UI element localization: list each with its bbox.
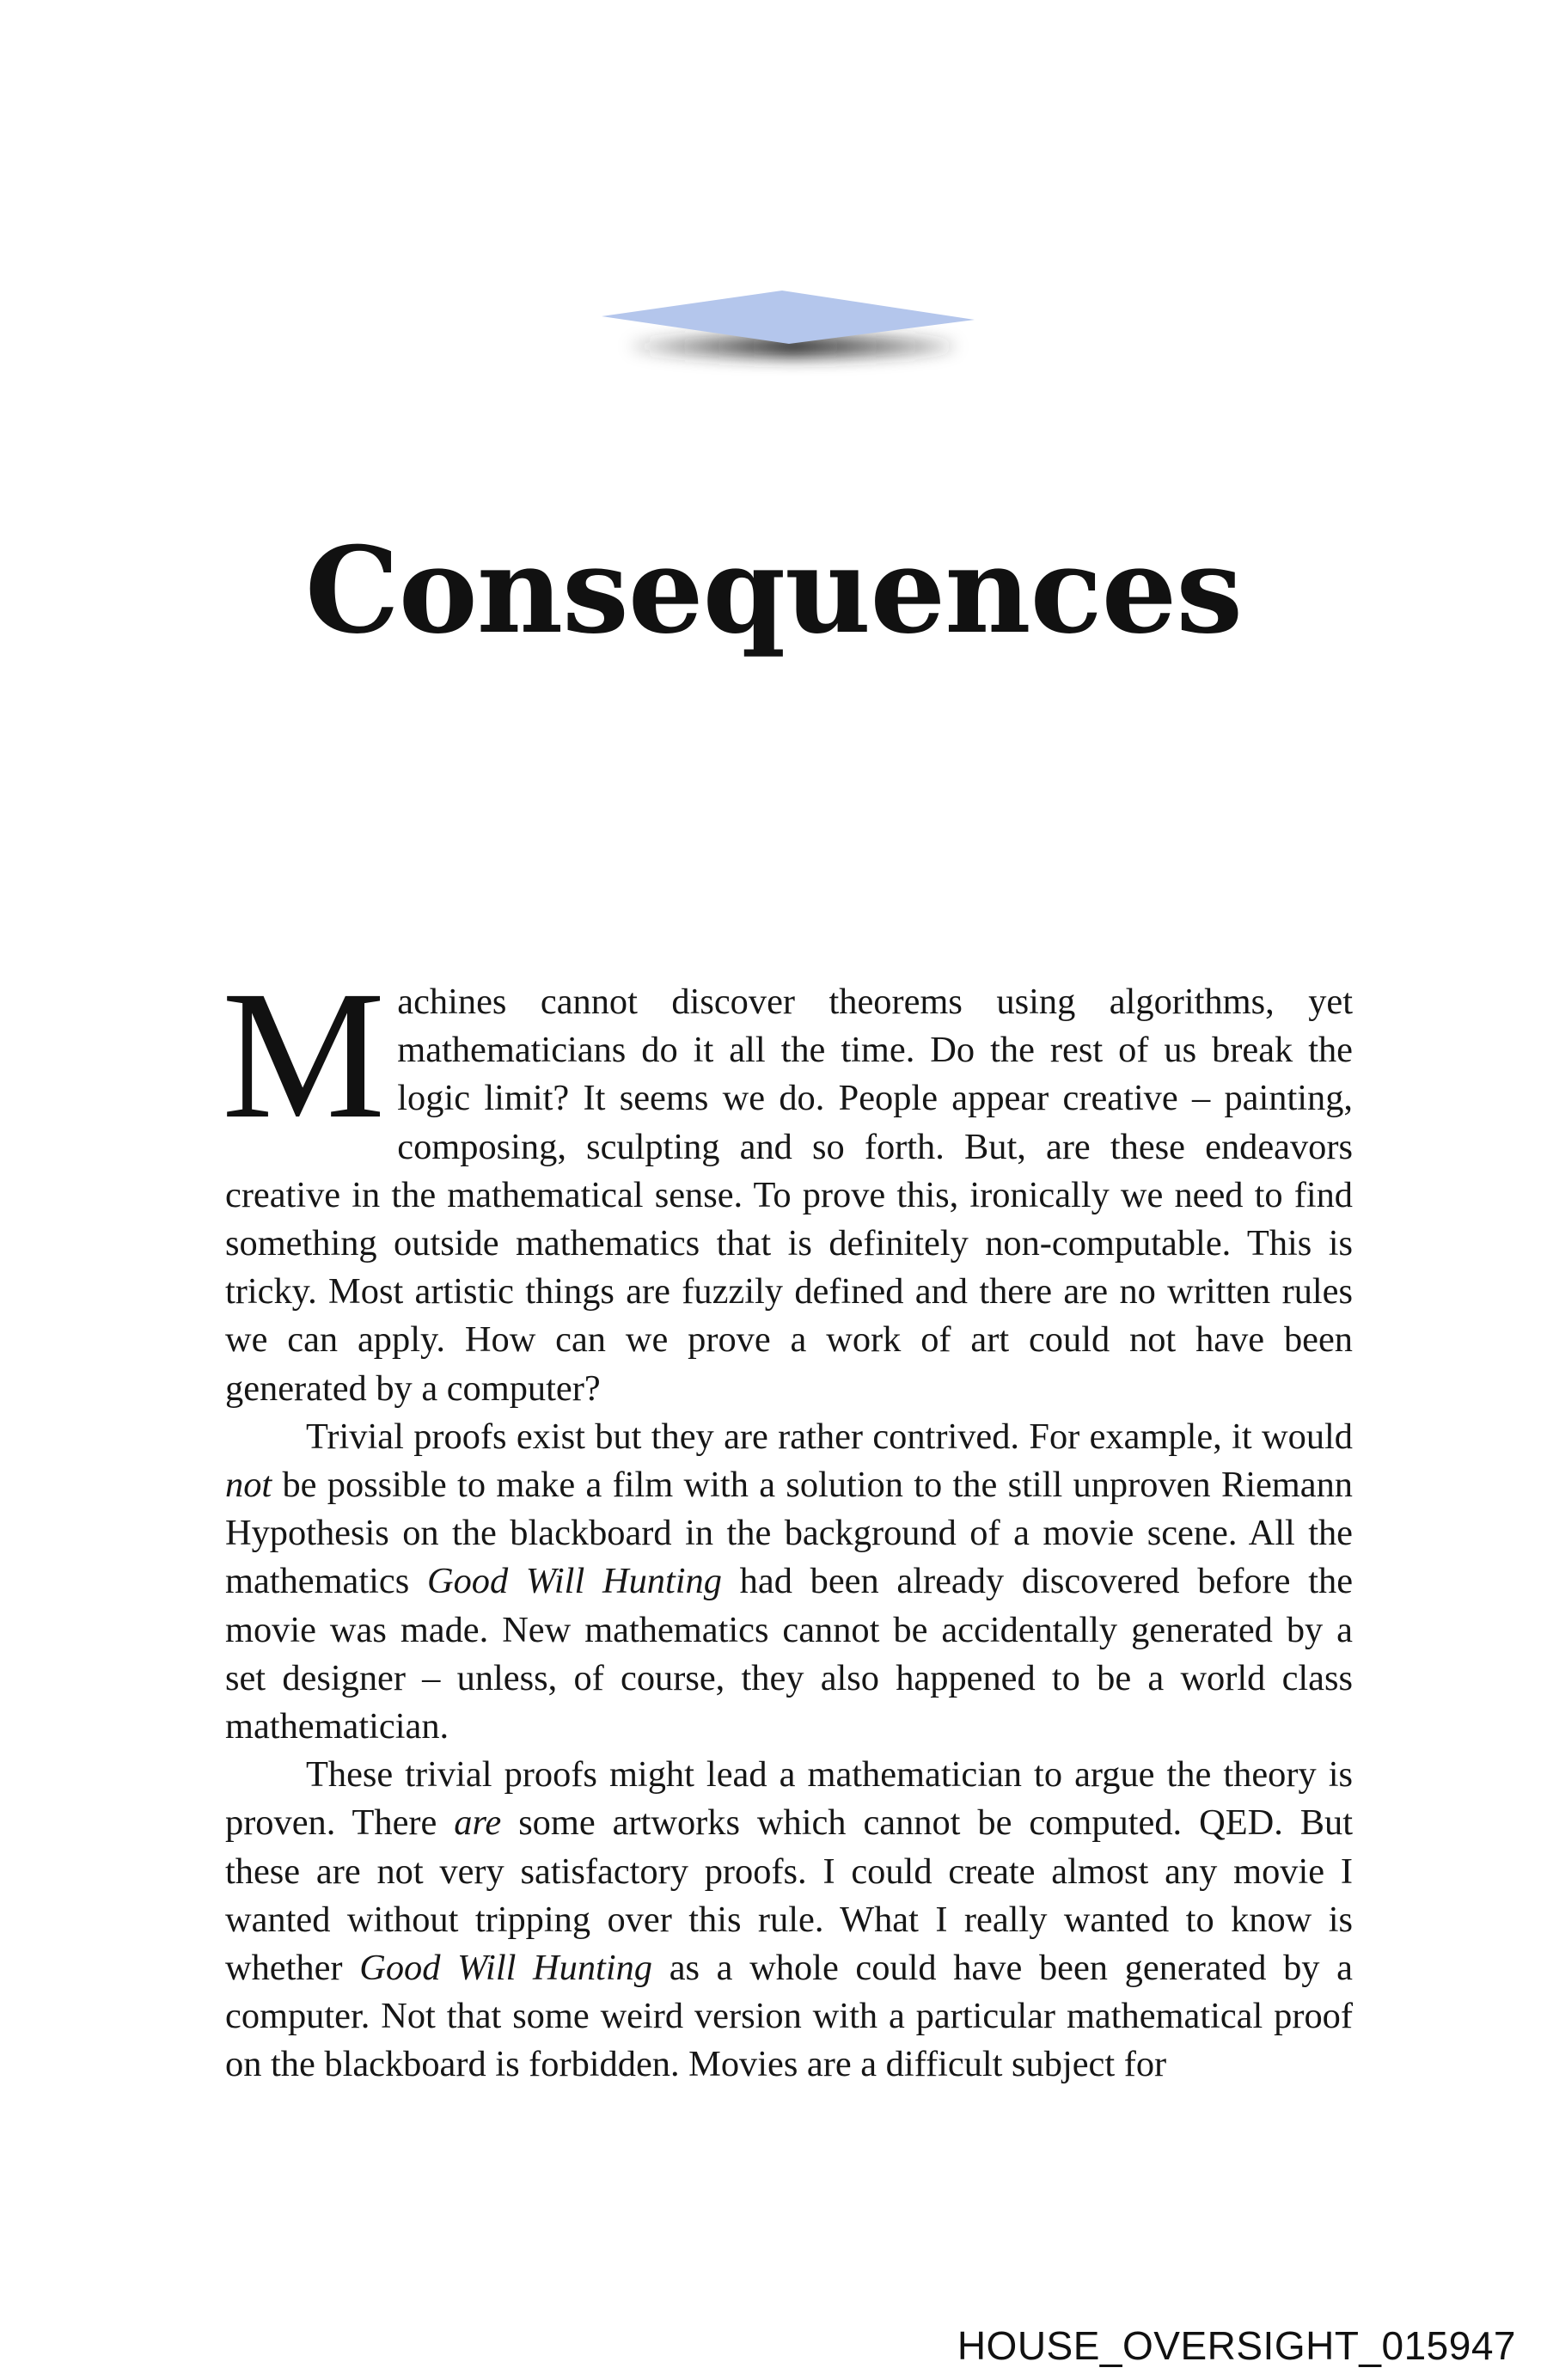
paragraph-2 (225, 1413, 1353, 1751)
paragraph-1 (222, 953, 1353, 1413)
diamond-ornament-icon (593, 284, 1006, 387)
drop-cap: M (222, 953, 386, 1157)
chapter-title: Consequences (304, 520, 1243, 660)
paragraph-2-text-c: be possible to make a film with a solution to the still unproven Riemann Hypothesis on the blackboard in the background of a movie scene. All the mathematics (225, 1465, 1353, 1602)
paragraph-3-text-e: as a whole could have been generated by a computer. Not that some weird version with a particular mathematical proof on the blackboard is forbidden. Movies are a difficult subject for (225, 1948, 1353, 2085)
paragraph-3-emphasis: are (454, 1802, 502, 1844)
ornament-face (602, 291, 975, 344)
document-id: HOUSE_OVERSIGHT_015947 (957, 2323, 1516, 2368)
paragraph-3 (225, 1751, 1353, 2089)
paragraph-2-text-a: Trivial proofs exist but they are rather contrived. For example, it would (306, 1416, 1353, 1457)
paragraph-2-film-title: Good Will Hunting (426, 1561, 722, 1602)
paragraph-3-text-a: These trivial proofs might lead a mathematician to argue the theory is proven. There (225, 1754, 1353, 1844)
paragraph-2-emphasis: not (225, 1465, 272, 1506)
body-text (222, 953, 1354, 2089)
paragraph-1-text: achines cannot discover theorems using algorithms, yet mathematicians do it all the time. Do the rest of us break the logic limit? It seems we do. People appear creative – painting, composing, sculpting and so forth. But, are these endeavors creative in the mathematical sense. To prove this, ironically we need to find something outside mathematics that is definitely non-computable. This is tricky. Most artistic things are fuzzily defined and there are no written rules we can apply. How can we prove a work of art could not have been generated by a computer? (225, 982, 1353, 1409)
paragraph-3-film-title: Good Will Hunting (359, 1948, 653, 1989)
paragraph-2-text-e: had been already discovered before the movie was made. New mathematics cannot be accidentally generated by a set designer – unless, of course, they also happened to be a world class mathematician. (225, 1561, 1354, 1747)
paragraph-3-text-c: some artworks which cannot be computed. QED. But these are not very satisfactory proofs. I could create almost any movie I wanted without tripping over this rule. What I really wanted to know is whether (225, 1802, 1353, 1989)
